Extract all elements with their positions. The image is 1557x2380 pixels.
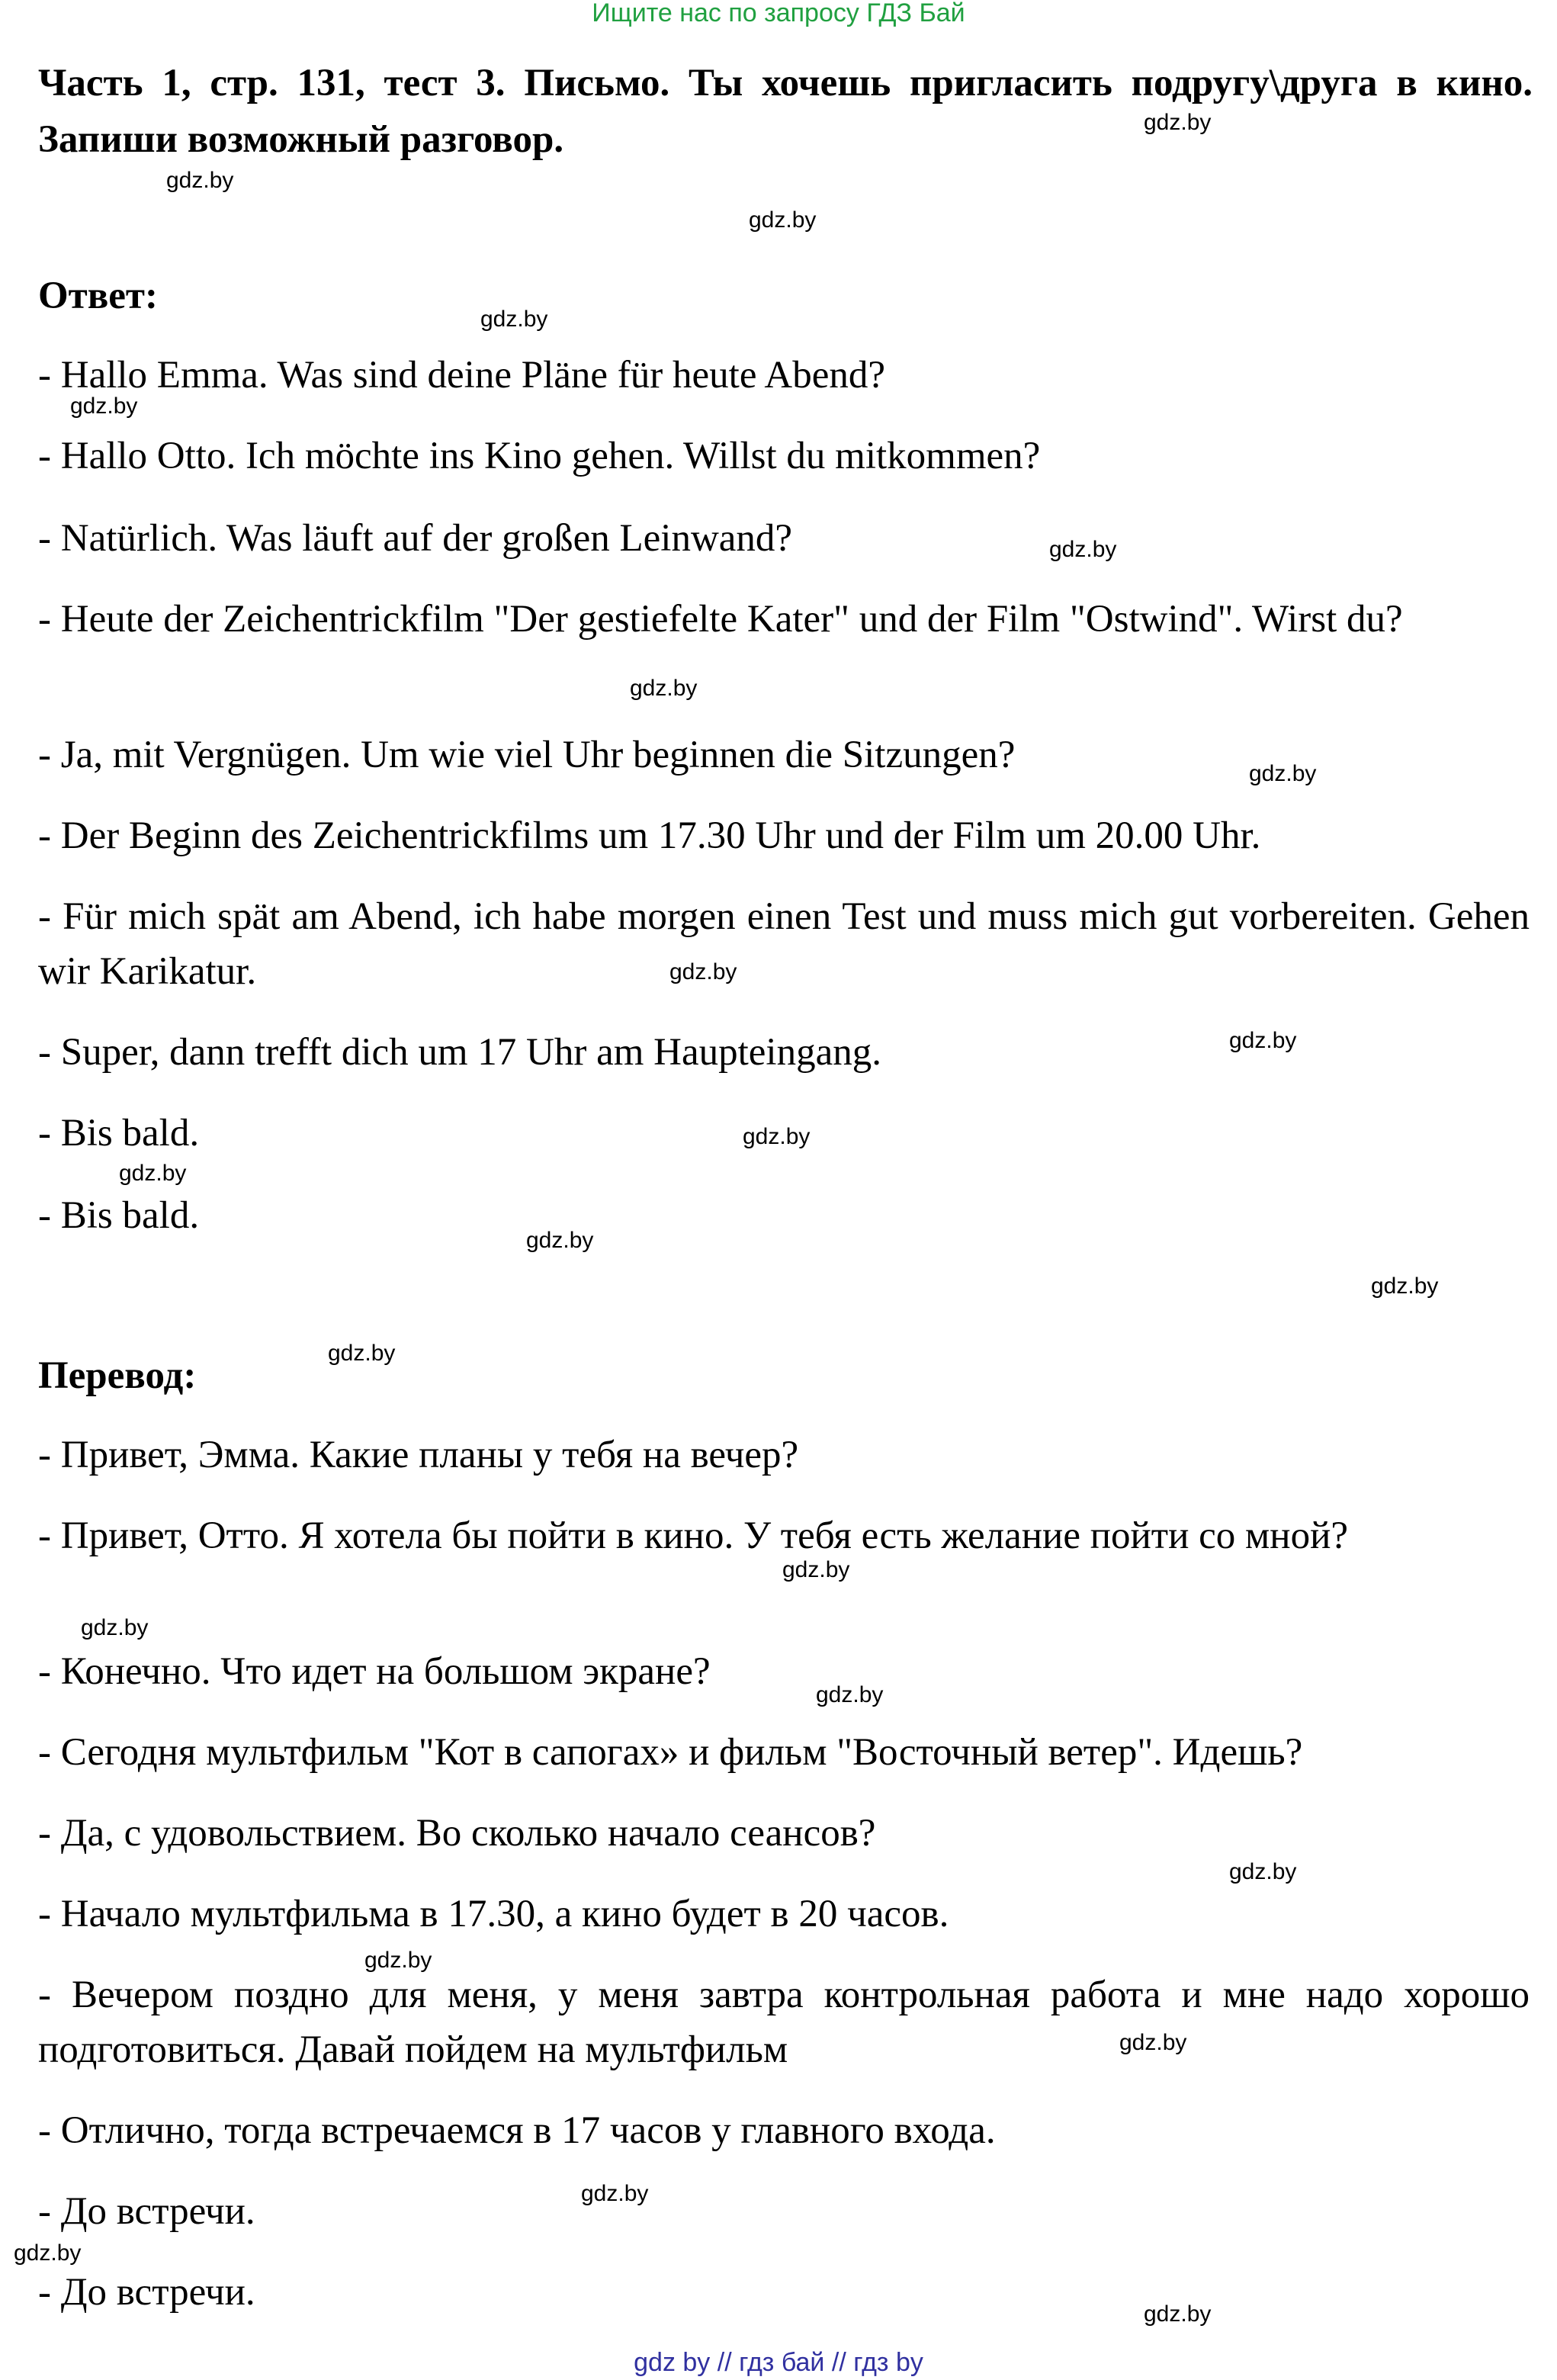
answer-line: - Super, dann trefft dich um 17 Uhr am Haupteingang.	[38, 1031, 881, 1074]
watermark: gdz.by	[1049, 537, 1117, 562]
translation-line: - До встречи.	[38, 2271, 255, 2314]
watermark: gdz.by	[81, 1615, 149, 1640]
watermark: gdz.by	[669, 959, 737, 984]
answer-line: - Der Beginn des Zeichentrickfilms um 17.30 Uhr und der Film um 20.00 Uhr.	[38, 814, 1261, 857]
watermark: gdz.by	[581, 2181, 649, 2206]
answer-line: - Natürlich. Was läuft auf der großen Leinwand?	[38, 517, 793, 560]
watermark: gdz.by	[1371, 1274, 1439, 1299]
translation-line: - Сегодня мультфильм "Кот в сапогах» и фильм "Восточный ветер". Идешь?	[38, 1731, 1303, 1774]
top-banner[interactable]: Ищите нас по запросу ГДЗ Бай	[592, 0, 965, 27]
watermark: gdz.by	[70, 393, 138, 419]
watermark: gdz.by	[1249, 761, 1317, 786]
footer-links[interactable]: gdz by // гдз бай // гдз by	[634, 2348, 923, 2377]
watermark: gdz.by	[749, 207, 817, 233]
translation-line: - Отлично, тогда встречаемся в 17 часов у главного входа.	[38, 2109, 996, 2152]
watermark: gdz.by	[526, 1228, 594, 1253]
watermark: gdz.by	[14, 2240, 82, 2266]
answer-line: - Heute der Zeichentrickfilm "Der gestiefelte Kater" und der Film "Ostwind". Wirst du?	[38, 598, 1403, 641]
answer-line: - Ja, mit Vergnügen. Um wie viel Uhr beginnen die Sitzungen?	[38, 734, 1016, 776]
translation-line: - Вечером поздно для меня, у меня завтра контрольная работа и мне надо хорошо подготовиться. Давай пойдем на мультфильм	[38, 1974, 1530, 2071]
watermark: gdz.by	[364, 1948, 432, 1973]
watermark: gdz.by	[743, 1124, 811, 1149]
watermark: gdz.by	[480, 307, 548, 332]
watermark: gdz.by	[630, 676, 698, 701]
answer-line: - Hallo Emma. Was sind deine Pläne für heute Abend?	[38, 354, 885, 397]
translation-heading: Перевод:	[38, 1354, 197, 1397]
translation-line: - Привет, Отто. Я хотела бы пойти в кино. У тебя есть желание пойти со мной?	[38, 1514, 1349, 1557]
translation-line: - Да, с удовольствием. Во сколько начало сеансов?	[38, 1812, 876, 1855]
watermark: gdz.by	[166, 168, 234, 193]
watermark: gdz.by	[119, 1161, 187, 1186]
watermark: gdz.by	[1144, 2301, 1212, 2327]
watermark: gdz.by	[1229, 1859, 1297, 1884]
answer-line: - Bis bald.	[38, 1194, 200, 1237]
translation-line: - Конечно. Что идет на большом экране?	[38, 1650, 711, 1693]
answer-line: - Für mich spät am Abend, ich habe morgen einen Test und muss mich gut vorbereiten. Gehen wir Karikatur.	[38, 895, 1530, 993]
translation-line: - До встречи.	[38, 2190, 255, 2233]
watermark: gdz.by	[816, 1682, 884, 1707]
translation-line: - Начало мультфильма в 17.30, а кино будет в 20 часов.	[38, 1893, 949, 1935]
watermark: gdz.by	[1119, 2030, 1187, 2055]
translation-line: - Привет, Эмма. Какие планы у тебя на вечер?	[38, 1434, 799, 1476]
answer-line: - Bis bald.	[38, 1112, 200, 1155]
watermark: gdz.by	[1144, 110, 1212, 135]
task-title: Часть 1, стр. 131, тест 3. Письмо. Ты хочешь пригласить подругу\друга в кино. Запиши возможный разговор.	[38, 62, 1533, 161]
answer-line: - Hallo Otto. Ich möchte ins Kino gehen. Willst du mitkommen?	[38, 435, 1041, 477]
watermark: gdz.by	[1229, 1028, 1297, 1053]
watermark: gdz.by	[328, 1341, 396, 1366]
watermark: gdz.by	[782, 1557, 850, 1582]
answer-heading: Ответ:	[38, 275, 158, 317]
